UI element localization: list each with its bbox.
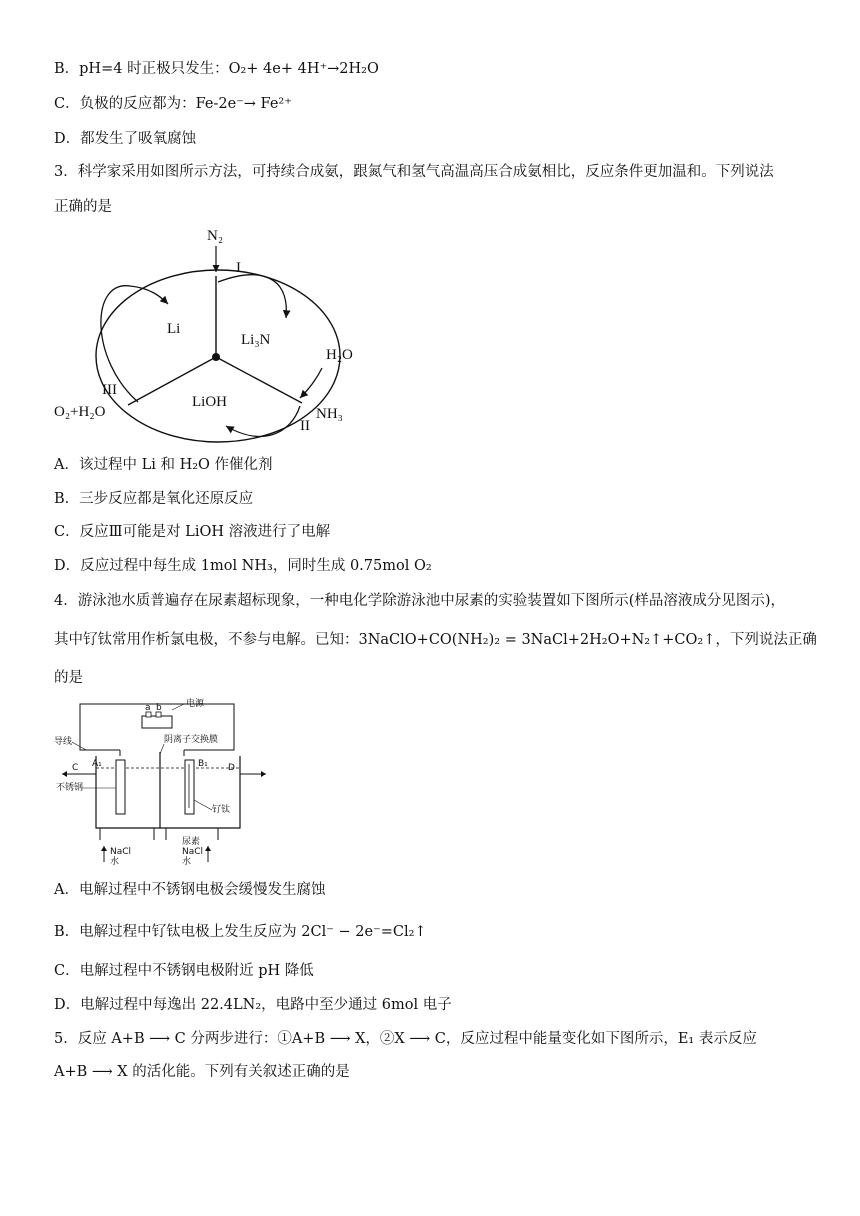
label-c: C [72, 763, 79, 773]
label-membrane: 阴离子交换膜 [164, 735, 219, 745]
q4-option-b: B．电解过程中钌钛电极上发生反应为 2Cl⁻ − 2e⁻=Cl₂↑ [54, 924, 427, 940]
q4-stem-line2: 其中钌钛常用作析氯电极，不参与电解。已知：3NaClO+CO(NH₂)₂ = 3NaCl+2H₂O+N₂↑+CO₂↑，下列说法正确 [54, 632, 817, 648]
q3-lithium-cycle-diagram [50, 220, 370, 450]
label-right-in-1: 尿素 [182, 837, 201, 847]
q3-stem-line1: 3．科学家采用如图所示方法，可持续合成氨，跟氮气和氢气高温高压合成氨相比，反应条件更加温和。下列说法 [54, 164, 774, 180]
q4-electrolysis-apparatus [52, 696, 272, 868]
q4-stem-line3: 的是 [54, 670, 83, 686]
label-step-1: I [236, 260, 241, 276]
q3-option-d: D．反应过程中每生成 1mol NH₃，同时生成 0.75mol O₂ [54, 558, 432, 574]
label-nh3: NH₃ [316, 406, 343, 422]
q4-option-c: C．电解过程中不锈钢电极附近 pH 降低 [54, 963, 314, 979]
q4-option-a: A．电解过程中不锈钢电极会缓慢发生腐蚀 [54, 882, 326, 898]
q3-option-c: C．反应Ⅲ可能是对 LiOH 溶液进行了电解 [54, 524, 331, 540]
label-right-in-2: NaCl [182, 847, 204, 857]
label-b: b [156, 703, 162, 713]
q2-option-b: B．pH=4 时正极只发生：O₂+ 4e+ 4H⁺→2H₂O [54, 61, 379, 77]
label-lioh: LiOH [192, 394, 227, 410]
label-b1: B₁ [198, 759, 208, 769]
q2-option-d: D．都发生了吸氧腐蚀 [54, 131, 197, 147]
label-li3n: Li₃N [241, 332, 271, 348]
label-a: a [145, 703, 151, 713]
q5-stem-line1: 5．反应 A+B ⟶ C 分两步进行：①A+B ⟶ X，②X ⟶ C，反应过程中能量变化如下图所示，E₁ 表示反应 [54, 1031, 757, 1047]
q3-option-a: A．该过程中 Li 和 H₂O 作催化剂 [54, 457, 273, 473]
label-step-3: III [102, 382, 117, 398]
label-li: Li [167, 321, 181, 337]
label-right-in-3: 水 [182, 857, 192, 867]
q4-stem-line1: 4．游泳池水质普遍存在尿素超标现象，一种电化学除游泳池中尿素的实验装置如下图所示(样品溶液成分见图示)， [54, 593, 786, 609]
q3-option-b: B．三步反应都是氧化还原反应 [54, 491, 254, 507]
label-ruti: 钌钛 [212, 805, 231, 815]
q3-stem-line2: 正确的是 [54, 199, 112, 215]
q4-option-d: D．电解过程中每逸出 22.4LN₂，电路中至少通过 6mol 电子 [54, 997, 452, 1013]
label-o2-h2o: O₂+H₂O [54, 404, 106, 420]
label-h2o: H₂O [326, 347, 353, 363]
label-left-in-1: NaCl [110, 847, 132, 857]
label-n2: N₂ [207, 228, 224, 244]
q2-option-c: C．负极的反应都为：Fe-2e⁻→ Fe²⁺ [54, 96, 292, 112]
label-steel: 不锈钢 [56, 783, 84, 793]
label-left-in-2: 水 [110, 857, 120, 867]
q5-stem-line2: A+B ⟶ X 的活化能。下列有关叙述正确的是 [54, 1064, 350, 1080]
label-power: 电源 [186, 699, 205, 709]
label-step-2: II [300, 418, 310, 434]
label-d: D [228, 763, 235, 773]
label-a1: A₁ [92, 759, 102, 769]
label-wire: 导线 [54, 737, 73, 747]
